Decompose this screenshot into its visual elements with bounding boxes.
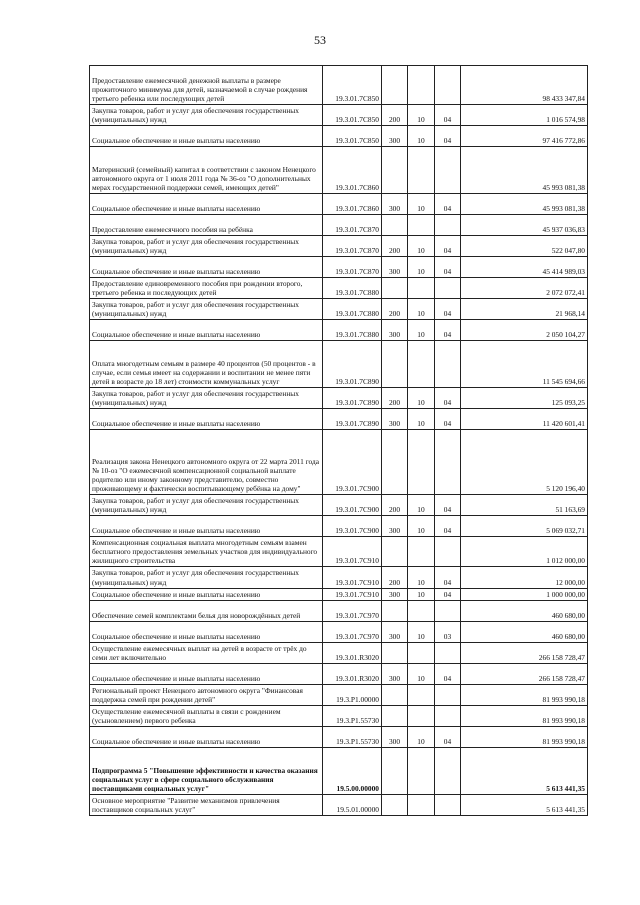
row-name: Подпрограмма 5 "Повышение эффективности и качества оказания социальных услуг в сфере социального обслуживания поставщиками социальных услуг" bbox=[90, 747, 323, 794]
row-subsection bbox=[435, 341, 461, 388]
table-row bbox=[90, 705, 588, 726]
table-row bbox=[90, 236, 588, 257]
row-name: Социальное обеспечение и иные выплаты населению bbox=[90, 409, 323, 430]
row-expense-type: 300 bbox=[382, 409, 408, 430]
row-amount: 45 414 989,03 bbox=[461, 257, 588, 278]
row-subsection: 04 bbox=[435, 588, 461, 600]
row-subsection: 04 bbox=[435, 257, 461, 278]
table-row bbox=[90, 341, 588, 388]
row-subsection: 04 bbox=[435, 126, 461, 147]
row-section bbox=[408, 147, 435, 194]
row-subsection: 04 bbox=[435, 495, 461, 516]
row-expense-type bbox=[382, 747, 408, 794]
row-section: 10 bbox=[408, 726, 435, 747]
row-section bbox=[408, 341, 435, 388]
row-section bbox=[408, 278, 435, 299]
row-expense-type bbox=[382, 537, 408, 567]
row-expense-type: 200 bbox=[382, 388, 408, 409]
row-name: Социальное обеспечение и иные выплаты населению bbox=[90, 516, 323, 537]
row-name: Закупка товаров, работ и услуг для обеспечения государственных (муниципальных) нужд bbox=[90, 567, 323, 588]
table-row bbox=[90, 320, 588, 341]
row-section: 10 bbox=[408, 567, 435, 588]
table-row bbox=[90, 642, 588, 663]
row-code: 19.3.P1.55730 bbox=[323, 705, 382, 726]
row-code: 19.3.01.7С870 bbox=[323, 257, 382, 278]
row-section bbox=[408, 705, 435, 726]
row-subsection bbox=[435, 600, 461, 621]
table-row bbox=[90, 66, 588, 105]
table-row bbox=[90, 726, 588, 747]
row-expense-type: 200 bbox=[382, 567, 408, 588]
row-amount: 11 545 694,66 bbox=[461, 341, 588, 388]
row-expense-type: 300 bbox=[382, 588, 408, 600]
row-name: Предоставление ежемесячной денежной выплаты в размере прожиточного минимума для детей, назначаемой в случае рождения третьего ребенка или последующих детей bbox=[90, 66, 323, 105]
table-row bbox=[90, 516, 588, 537]
row-code: 19.3.01.7С880 bbox=[323, 299, 382, 320]
table-row bbox=[90, 684, 588, 705]
row-subsection bbox=[435, 278, 461, 299]
row-section: 10 bbox=[408, 320, 435, 341]
row-name: Социальное обеспечение и иные выплаты населению bbox=[90, 621, 323, 642]
row-amount: 81 993 990,18 bbox=[461, 705, 588, 726]
row-subsection bbox=[435, 215, 461, 236]
row-code: 19.3.01.7С890 bbox=[323, 409, 382, 430]
table-row bbox=[90, 600, 588, 621]
row-expense-type bbox=[382, 215, 408, 236]
row-subsection: 04 bbox=[435, 105, 461, 126]
table-row bbox=[90, 537, 588, 567]
row-subsection bbox=[435, 684, 461, 705]
row-code: 19.3.01.7С850 bbox=[323, 66, 382, 105]
row-expense-type bbox=[382, 600, 408, 621]
row-name: Закупка товаров, работ и услуг для обеспечения государственных (муниципальных) нужд bbox=[90, 495, 323, 516]
row-code: 19.3.01.7С870 bbox=[323, 215, 382, 236]
row-subsection: 04 bbox=[435, 299, 461, 320]
row-subsection: 04 bbox=[435, 516, 461, 537]
table-row bbox=[90, 567, 588, 588]
row-code: 19.3.01.7С890 bbox=[323, 388, 382, 409]
row-code: 19.3.01.R3020 bbox=[323, 642, 382, 663]
row-name: Основное мероприятие "Развитие механизмов привлечения поставщиков социальных услуг" bbox=[90, 794, 323, 815]
row-code: 19.3.01.7С910 bbox=[323, 588, 382, 600]
row-section bbox=[408, 684, 435, 705]
row-name: Социальное обеспечение и иные выплаты населению bbox=[90, 663, 323, 684]
row-subsection bbox=[435, 430, 461, 495]
row-expense-type: 300 bbox=[382, 726, 408, 747]
row-name: Реализация закона Ненецкого автономного округа от 22 марта 2011 года № 10-оз "О ежемесячной компенсационной социальной выплате родителю или иному законному представителю, совместно проживающему и фактически воспитывающему ребёнка на дому" bbox=[90, 430, 323, 495]
row-amount: 460 680,00 bbox=[461, 621, 588, 642]
row-subsection: 04 bbox=[435, 194, 461, 215]
row-section bbox=[408, 66, 435, 105]
row-section: 10 bbox=[408, 588, 435, 600]
row-subsection: 04 bbox=[435, 726, 461, 747]
row-amount: 45 993 081,38 bbox=[461, 147, 588, 194]
row-name: Осуществление ежемесячных выплат на детей в возрасте от трёх до семи лет включительно bbox=[90, 642, 323, 663]
row-expense-type bbox=[382, 642, 408, 663]
row-code: 19.3.P1.55730 bbox=[323, 726, 382, 747]
row-name: Компенсационная социальная выплата многодетным семьям взамен бесплатного предоставления земельных участков для индивидуального жилищного строительства bbox=[90, 537, 323, 567]
table-row bbox=[90, 430, 588, 495]
row-expense-type bbox=[382, 278, 408, 299]
row-amount: 5 613 441,35 bbox=[461, 747, 588, 794]
row-amount: 81 993 990,18 bbox=[461, 726, 588, 747]
row-name: Предоставление единовременного пособия при рождении второго, третьего ребенка и последующих детей bbox=[90, 278, 323, 299]
row-subsection bbox=[435, 705, 461, 726]
row-section: 10 bbox=[408, 621, 435, 642]
row-expense-type: 300 bbox=[382, 663, 408, 684]
row-section: 10 bbox=[408, 299, 435, 320]
row-amount: 98 433 347,84 bbox=[461, 66, 588, 105]
row-expense-type: 300 bbox=[382, 126, 408, 147]
row-subsection: 04 bbox=[435, 567, 461, 588]
row-code: 19.3.01.7С880 bbox=[323, 278, 382, 299]
row-amount: 125 093,25 bbox=[461, 388, 588, 409]
row-name: Социальное обеспечение и иные выплаты населению bbox=[90, 126, 323, 147]
row-code: 19.3.01.7С900 bbox=[323, 495, 382, 516]
table-row bbox=[90, 126, 588, 147]
table-row bbox=[90, 409, 588, 430]
row-amount: 97 416 772,86 bbox=[461, 126, 588, 147]
table-row bbox=[90, 215, 588, 236]
row-code: 19.3.P1.00000 bbox=[323, 684, 382, 705]
row-name: Региональный проект Ненецкого автономного округа "Финансовая поддержка семей при рождении детей" bbox=[90, 684, 323, 705]
row-amount: 12 000,00 bbox=[461, 567, 588, 588]
table-row bbox=[90, 105, 588, 126]
row-subsection: 04 bbox=[435, 663, 461, 684]
row-code: 19.3.01.7С890 bbox=[323, 341, 382, 388]
row-code: 19.3.01.7С900 bbox=[323, 430, 382, 495]
row-subsection bbox=[435, 537, 461, 567]
row-code: 19.3.01.7С850 bbox=[323, 105, 382, 126]
row-code: 19.3.01.7С860 bbox=[323, 194, 382, 215]
row-name: Предоставление ежемесячного пособия на ребёнка bbox=[90, 215, 323, 236]
table-row bbox=[90, 299, 588, 320]
row-expense-type: 200 bbox=[382, 299, 408, 320]
row-code: 19.3.01.7С870 bbox=[323, 236, 382, 257]
row-name: Материнский (семейный) капитал в соответствии с законом Ненецкого автономного округа от 1 июля 2011 года № 36-оз "О дополнительных мерах государственной поддержки семей, имеющих детей" bbox=[90, 147, 323, 194]
row-expense-type: 200 bbox=[382, 105, 408, 126]
table-row bbox=[90, 147, 588, 194]
row-expense-type bbox=[382, 66, 408, 105]
budget-table-body bbox=[90, 66, 588, 816]
row-code: 19.3.01.7С860 bbox=[323, 147, 382, 194]
row-expense-type: 300 bbox=[382, 516, 408, 537]
row-amount: 81 993 990,18 bbox=[461, 684, 588, 705]
row-expense-type: 200 bbox=[382, 495, 408, 516]
row-code: 19.3.01.7С910 bbox=[323, 537, 382, 567]
row-section bbox=[408, 430, 435, 495]
row-amount: 5 120 196,40 bbox=[461, 430, 588, 495]
row-expense-type bbox=[382, 341, 408, 388]
row-code: 19.5.00.00000 bbox=[323, 747, 382, 794]
row-section: 10 bbox=[408, 495, 435, 516]
row-section bbox=[408, 215, 435, 236]
table-row bbox=[90, 257, 588, 278]
row-expense-type: 300 bbox=[382, 257, 408, 278]
row-code: 19.3.01.R3020 bbox=[323, 663, 382, 684]
row-section bbox=[408, 747, 435, 794]
row-amount: 5 613 441,35 bbox=[461, 794, 588, 815]
table-row bbox=[90, 194, 588, 215]
row-expense-type bbox=[382, 684, 408, 705]
table-row bbox=[90, 278, 588, 299]
row-subsection: 03 bbox=[435, 621, 461, 642]
row-subsection bbox=[435, 642, 461, 663]
row-section: 10 bbox=[408, 236, 435, 257]
table-row bbox=[90, 588, 588, 600]
row-section: 10 bbox=[408, 126, 435, 147]
row-section: 10 bbox=[408, 257, 435, 278]
row-code: 19.3.01.7С900 bbox=[323, 516, 382, 537]
table-row bbox=[90, 747, 588, 794]
table-row bbox=[90, 495, 588, 516]
row-name: Социальное обеспечение и иные выплаты населению bbox=[90, 194, 323, 215]
row-subsection bbox=[435, 147, 461, 194]
row-expense-type: 300 bbox=[382, 320, 408, 341]
row-section: 10 bbox=[408, 194, 435, 215]
row-amount: 460 680,00 bbox=[461, 600, 588, 621]
row-expense-type: 300 bbox=[382, 194, 408, 215]
row-expense-type bbox=[382, 430, 408, 495]
row-name: Закупка товаров, работ и услуг для обеспечения государственных (муниципальных) нужд bbox=[90, 105, 323, 126]
row-section: 10 bbox=[408, 388, 435, 409]
row-code: 19.3.01.7С880 bbox=[323, 320, 382, 341]
row-amount: 266 158 728,47 bbox=[461, 642, 588, 663]
row-name: Закупка товаров, работ и услуг для обеспечения государственных (муниципальных) нужд bbox=[90, 388, 323, 409]
row-section bbox=[408, 794, 435, 815]
row-code: 19.3.01.7С970 bbox=[323, 621, 382, 642]
row-section bbox=[408, 600, 435, 621]
row-section bbox=[408, 537, 435, 567]
row-name: Обеспечение семей комплектами белья для новорождённых детей bbox=[90, 600, 323, 621]
table-row bbox=[90, 621, 588, 642]
row-amount: 5 069 032,71 bbox=[461, 516, 588, 537]
row-subsection bbox=[435, 747, 461, 794]
row-section: 10 bbox=[408, 516, 435, 537]
row-subsection: 04 bbox=[435, 236, 461, 257]
row-code: 19.5.01.00000 bbox=[323, 794, 382, 815]
row-expense-type bbox=[382, 794, 408, 815]
row-subsection bbox=[435, 794, 461, 815]
row-name: Осуществление ежемесячной выплаты в связи с рождением (усыновлением) первого ребенка bbox=[90, 705, 323, 726]
row-name: Социальное обеспечение и иные выплаты населению bbox=[90, 257, 323, 278]
row-amount: 1 000 000,00 bbox=[461, 588, 588, 600]
row-amount: 1 012 000,00 bbox=[461, 537, 588, 567]
row-amount: 2 050 104,27 bbox=[461, 320, 588, 341]
row-name: Социальное обеспечение и иные выплаты населению bbox=[90, 588, 323, 600]
row-section: 10 bbox=[408, 663, 435, 684]
row-expense-type bbox=[382, 147, 408, 194]
table-row bbox=[90, 388, 588, 409]
row-amount: 2 072 072,41 bbox=[461, 278, 588, 299]
row-amount: 21 968,14 bbox=[461, 299, 588, 320]
row-name: Закупка товаров, работ и услуг для обеспечения государственных (муниципальных) нужд bbox=[90, 299, 323, 320]
row-code: 19.3.01.7С910 bbox=[323, 567, 382, 588]
row-amount: 45 993 081,38 bbox=[461, 194, 588, 215]
row-amount: 266 158 728,47 bbox=[461, 663, 588, 684]
budget-table bbox=[89, 65, 588, 816]
row-section bbox=[408, 642, 435, 663]
table-row bbox=[90, 663, 588, 684]
row-code: 19.3.01.7С970 bbox=[323, 600, 382, 621]
table-row bbox=[90, 794, 588, 815]
row-amount: 522 047,80 bbox=[461, 236, 588, 257]
row-expense-type: 200 bbox=[382, 236, 408, 257]
row-subsection: 04 bbox=[435, 320, 461, 341]
row-name: Социальное обеспечение и иные выплаты населению bbox=[90, 726, 323, 747]
row-expense-type bbox=[382, 705, 408, 726]
row-amount: 1 016 574,98 bbox=[461, 105, 588, 126]
row-subsection bbox=[435, 66, 461, 105]
row-name: Оплата многодетным семьям в размере 40 процентов (50 процентов - в случае, если семья имеет на содержании и воспитании не менее пяти детей в возрасте до 18 лет) стоимости коммунальных услуг bbox=[90, 341, 323, 388]
row-amount: 45 937 036,83 bbox=[461, 215, 588, 236]
row-name: Закупка товаров, работ и услуг для обеспечения государственных (муниципальных) нужд bbox=[90, 236, 323, 257]
row-subsection: 04 bbox=[435, 388, 461, 409]
row-amount: 51 163,69 bbox=[461, 495, 588, 516]
page-number: 53 bbox=[314, 33, 326, 47]
row-expense-type: 300 bbox=[382, 621, 408, 642]
row-code: 19.3.01.7С850 bbox=[323, 126, 382, 147]
row-section: 10 bbox=[408, 409, 435, 430]
row-subsection: 04 bbox=[435, 409, 461, 430]
row-amount: 11 420 601,41 bbox=[461, 409, 588, 430]
row-name: Социальное обеспечение и иные выплаты населению bbox=[90, 320, 323, 341]
row-section: 10 bbox=[408, 105, 435, 126]
